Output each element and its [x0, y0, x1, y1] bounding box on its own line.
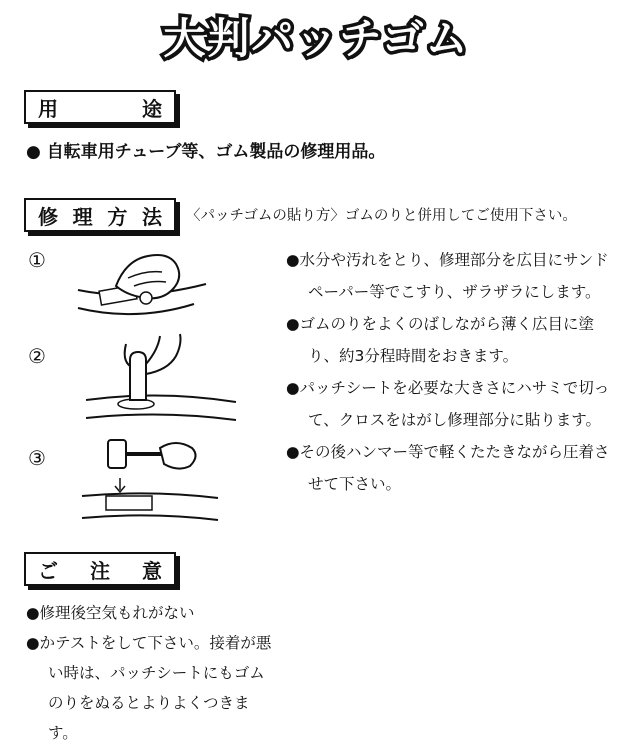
step-number-1: ① [28, 248, 46, 272]
caution-heading-char: 注 [90, 559, 110, 583]
method-heading-char: 方 [107, 205, 128, 229]
page-title: 大判パッチゴム [163, 14, 470, 63]
usage-text: ● 自転車用チューブ等、ゴム製品の修理用品。 [26, 142, 386, 162]
caution-item-1: ●修理後空気もれがない [26, 604, 195, 622]
hammer-illustration [80, 426, 220, 522]
caution-heading-char: 意 [142, 559, 162, 583]
step-number-2: ② [28, 344, 46, 368]
method-heading-char: 理 [72, 205, 93, 229]
usage-heading-right: 途 [142, 97, 162, 121]
step-text-4: ●その後ハンマー等で軽くたたきながら圧着させて下さい。 [286, 443, 610, 493]
method-intro: 〈パッチゴムの貼り方〉ゴムのりと併用してご使用下さい。 [186, 208, 577, 224]
method-heading-char: 修 [38, 205, 58, 229]
caution-item-2: ●かテストをして下さい。接着が悪い時は、パッチシートにもゴムのりをぬるとよりよくつきます。 [26, 634, 272, 742]
glue-illustration [86, 330, 236, 422]
caution-heading [24, 552, 176, 586]
step-text-3: ●パッチシートを必要な大きさにハサミで切って、クロスをはがし修理部分に貼ります。 [286, 379, 610, 429]
step-text-1: ●水分や汚れをとり、修理部分を広目にサンドペーパー等でこすり、ザラザラにします。 [286, 251, 609, 301]
caution-list [26, 598, 276, 748]
sanding-illustration [76, 250, 216, 330]
caution-heading-char: ご [38, 559, 58, 583]
method-steps [286, 244, 622, 500]
step-number-3: ③ [28, 446, 46, 470]
method-heading [24, 198, 176, 232]
step-text-2: ●ゴムのりをよくのばしながら薄く広目に塗り、約3分程時間をおきます。 [286, 315, 595, 365]
usage-heading-left: 用 [38, 97, 58, 121]
usage-heading [24, 90, 176, 124]
method-heading-char: 法 [141, 205, 162, 229]
